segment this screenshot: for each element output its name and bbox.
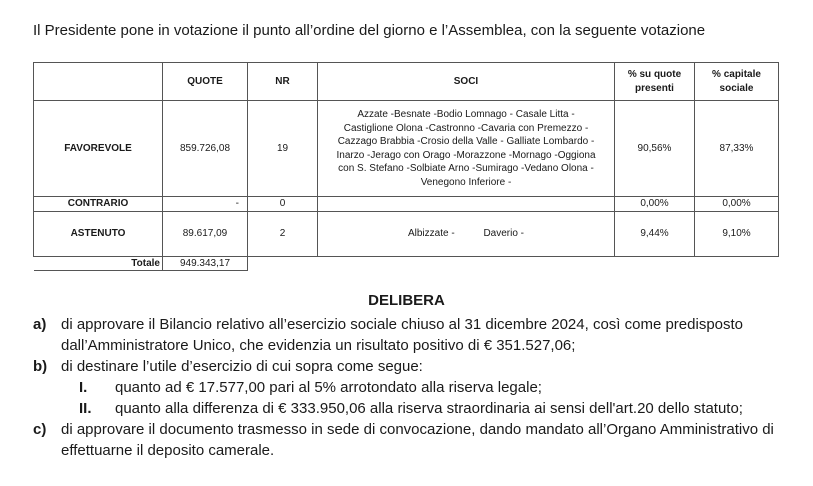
favorevole-label: FAVOREVOLE — [34, 101, 163, 197]
table-row-favorevole — [34, 101, 779, 197]
astenuto-socio: Daverio - — [483, 227, 525, 239]
delibera-subitem-2 — [33, 398, 793, 419]
soci-line: Venegono Inferiore - — [420, 176, 512, 188]
totale-empty — [615, 256, 695, 271]
voting-table — [33, 62, 779, 271]
item-marker: a) — [33, 316, 47, 333]
contrario-nr: 0 — [248, 197, 318, 212]
favorevole-pct-capitale: 87,33% — [695, 101, 779, 197]
subitem-text: quanto alla differenza di € 333.950,06 alla riserva straordinaria ai sensi dell'art.20 dello statuto; — [115, 400, 743, 417]
totale-empty — [318, 256, 615, 271]
delibera-item-a — [33, 314, 793, 356]
soci-line: Inarzo -Jerago con Orago -Morazzone -Mornago -Oggiona — [336, 149, 596, 161]
totale-label: Totale — [34, 256, 163, 271]
table-row-astenuto — [34, 211, 779, 256]
totale-empty — [695, 256, 779, 271]
item-marker: c) — [33, 421, 47, 438]
favorevole-nr: 19 — [248, 101, 318, 197]
astenuto-nr: 2 — [248, 211, 318, 256]
table-header-row — [34, 63, 779, 101]
contrario-soci — [318, 197, 615, 212]
delibera-item-b — [33, 356, 793, 377]
header-pct-capitale: % capitale sociale — [695, 63, 779, 101]
delibera-item-c — [33, 419, 793, 461]
astenuto-pct-capitale: 9,10% — [695, 211, 779, 256]
contrario-pct-presenti: 0,00% — [615, 197, 695, 212]
delibera-subitem-1 — [33, 377, 793, 398]
table-row-contrario — [34, 197, 779, 212]
delibera-items — [33, 314, 793, 461]
item-text: di approvare il Bilancio relativo all’esercizio sociale chiuso al 31 dicembre 2024, così come predisposto dall’Amministratore Unico, che evidenzia un risultato positivo di € 351.527,06; — [61, 316, 744, 354]
astenuto-pct-presenti: 9,44% — [615, 211, 695, 256]
table-row-totale — [34, 256, 779, 271]
soci-line: Azzate -Besnate -Bodio Lomnago - Casale Litta - — [357, 109, 575, 120]
header-quote: QUOTE — [163, 63, 248, 101]
totale-value: 949.343,17 — [163, 256, 248, 271]
header-soci: SOCI — [318, 63, 615, 101]
header-empty — [34, 63, 163, 101]
soci-line: Cazzago Brabbia -Crosio della Valle - Galliate Lombardo - — [337, 136, 595, 147]
astenuto-label: ASTENUTO — [34, 211, 163, 256]
contrario-pct-capitale: 0,00% — [695, 197, 779, 212]
header-nr: NR — [248, 63, 318, 101]
subitem-text: quanto ad € 17.577,00 pari al 5% arrotondato alla riserva legale; — [115, 379, 542, 396]
intro-text: Il Presidente pone in votazione il punto all’ordine del giorno e l’Assemblea, con la seguente votazione — [33, 22, 706, 39]
contrario-quote: - — [163, 197, 248, 212]
header-pct-presenti: % su quote presenti — [615, 63, 695, 101]
favorevole-quote: 859.726,08 — [163, 101, 248, 197]
astenuto-socio: Albizzate - — [407, 227, 455, 239]
delibera-title: DELIBERA — [368, 292, 445, 309]
contrario-label: CONTRARIO — [34, 197, 163, 212]
totale-empty — [248, 256, 318, 271]
favorevole-pct-presenti: 90,56% — [615, 101, 695, 197]
subitem-marker: I. — [79, 379, 88, 396]
soci-line: con S. Stefano -Solbiate Arno -Sumirago -Vedano Olona - — [338, 163, 594, 174]
astenuto-soci — [318, 211, 615, 256]
astenuto-quote: 89.617,09 — [163, 211, 248, 256]
favorevole-soci — [318, 101, 615, 197]
item-text: di destinare l’utile d’esercizio di cui sopra come segue: — [61, 358, 423, 375]
soci-line: Castiglione Olona -Castronno -Cavaria con Premezzo - — [343, 122, 589, 134]
item-marker: b) — [33, 358, 48, 375]
subitem-marker: II. — [79, 400, 92, 417]
item-text: di approvare il documento trasmesso in sede di convocazione, dando mandato all’Organo Amministrativo di effettuarne il deposito camerale. — [61, 421, 774, 459]
